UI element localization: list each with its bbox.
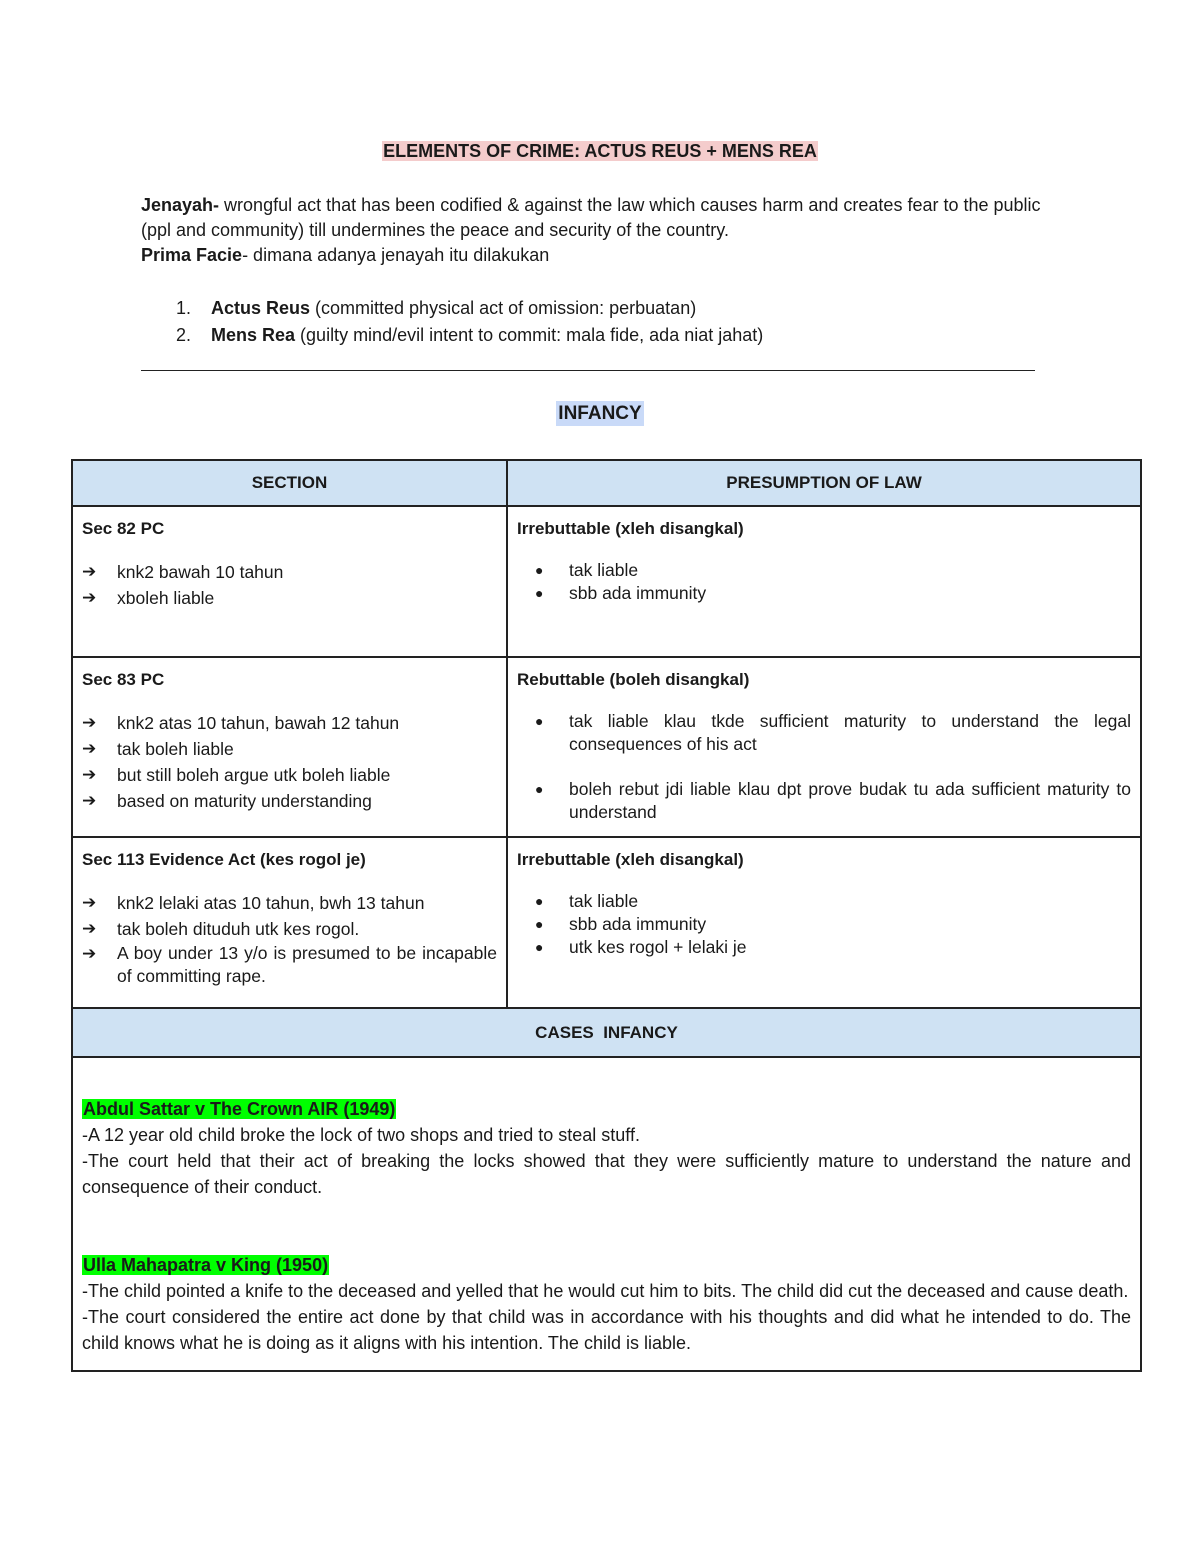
table-row (72, 657, 1141, 837)
section-title: Sec 113 Evidence Act (kes rogol je) (82, 850, 366, 869)
arrow-icon: ➔ (82, 919, 97, 938)
bullet-icon: ● (535, 781, 544, 797)
point-text: knk2 bawah 10 tahun (117, 562, 284, 582)
case-line: -The court considered the entire act done by that child was in accordance with his thoughts and did what he intended to do. The child knows what he is doing as it aligns with his intention. The child is liable. (82, 1307, 1131, 1353)
presumption-title: Irrebuttable (xleh disangkal) (517, 519, 744, 538)
note-text: sbb ada immunity (569, 583, 707, 603)
note-text: boleh rebut jdi liable klau dpt prove budak tu ada sufficient maturity to understand (569, 779, 1131, 822)
jenayah-definition (141, 193, 1061, 243)
bullet-icon: ● (535, 916, 544, 932)
arrow-list (82, 559, 497, 611)
case-name: Ulla Mahapatra v King (1950) (83, 1255, 329, 1275)
case-entry (82, 1252, 1131, 1356)
presumption-title: Irrebuttable (xleh disangkal) (517, 850, 744, 869)
point-text: A boy under 13 y/o is presumed to be incapable of committing rape. (117, 943, 497, 986)
document-title (0, 141, 1200, 162)
list-number: 1. (176, 298, 192, 318)
bullet-icon: ● (535, 939, 544, 955)
cases-cell (72, 1057, 1141, 1371)
section-title: Sec 83 PC (82, 670, 165, 689)
horizontal-divider (141, 370, 1035, 371)
arrow-icon: ➔ (82, 562, 97, 581)
column-header-section: SECTION (72, 460, 507, 506)
list-item (517, 778, 1131, 824)
table-row (72, 506, 1141, 657)
bullet-icon: ● (535, 585, 544, 601)
section-cell (72, 506, 507, 657)
note-text: sbb ada immunity (569, 914, 707, 934)
arrow-list (82, 710, 497, 814)
list-item (517, 582, 1131, 605)
list-item (82, 942, 497, 988)
note-text: tak liable (569, 560, 639, 580)
prima-facie-term: Prima Facie (141, 245, 243, 265)
case-line: -The child pointed a knife to the deceased and yelled that he would cut him to bits. The child did cut the deceased and cause death. (82, 1281, 1129, 1301)
jenayah-text: wrongful act that has been codified & against the law which causes harm and creates fear to the public (ppl and community) till undermines the peace and security of the country. (141, 195, 1041, 240)
arrow-list (82, 890, 497, 988)
list-item (517, 913, 1131, 936)
section-heading (0, 403, 1200, 425)
column-header-presumption: PRESUMPTION OF LAW (507, 460, 1141, 506)
section-cell (72, 837, 507, 1008)
cases-header-row (72, 1008, 1141, 1057)
list-item (82, 585, 497, 611)
presumption-cell (507, 506, 1141, 657)
bullet-icon: ● (535, 562, 544, 578)
presumption-cell (507, 657, 1141, 837)
arrow-icon: ➔ (82, 765, 97, 784)
arrow-icon: ➔ (82, 713, 97, 732)
point-text: but still boleh argue utk boleh liable (117, 765, 391, 785)
point-text: tak boleh dituduh utk kes rogol. (117, 919, 360, 939)
note-text: tak liable klau tkde sufficient maturity to understand the legal consequences of his act (569, 711, 1131, 754)
list-item (82, 788, 497, 814)
list-item (82, 890, 497, 916)
list-item (517, 936, 1131, 959)
arrow-icon: ➔ (82, 739, 97, 758)
arrow-icon: ➔ (82, 944, 97, 963)
arrow-icon: ➔ (82, 893, 97, 912)
point-text: based on maturity understanding (117, 791, 372, 811)
element-term: Actus Reus (211, 298, 311, 318)
table-row (72, 837, 1141, 1008)
element-term: Mens Rea (211, 325, 296, 345)
elements-list (141, 295, 1041, 349)
infancy-table (71, 459, 1142, 1372)
list-item (141, 295, 1041, 322)
case-name: Abdul Sattar v The Crown AIR (1949) (83, 1099, 396, 1119)
point-text: knk2 atas 10 tahun, bawah 12 tahun (117, 713, 400, 733)
list-number: 2. (176, 325, 192, 345)
list-item (82, 916, 497, 942)
section-title: Sec 82 PC (82, 519, 165, 538)
prima-facie-definition (141, 243, 1061, 268)
case-line: -A 12 year old child broke the lock of two shops and tried to steal stuff. (82, 1125, 640, 1145)
list-item (517, 559, 1131, 582)
element-description: (guilty mind/evil intent to commit: mala fide, ada niat jahat) (295, 325, 764, 345)
case-spacer (82, 1200, 1131, 1252)
cases-row (72, 1057, 1141, 1371)
note-text: tak liable (569, 891, 639, 911)
list-item (517, 710, 1131, 756)
list-item (82, 559, 497, 585)
prima-facie-text: - dimana adanya jenayah itu dilakukan (242, 245, 550, 265)
bullet-list (517, 890, 1131, 959)
point-text: knk2 lelaki atas 10 tahun, bwh 13 tahun (117, 893, 425, 913)
list-item (82, 762, 497, 788)
arrow-icon: ➔ (82, 791, 97, 810)
bullet-icon: ● (535, 893, 544, 909)
arrow-icon: ➔ (82, 588, 97, 607)
jenayah-term: Jenayah- (141, 195, 220, 215)
table-header-row (72, 460, 1141, 506)
presumption-cell (507, 837, 1141, 1008)
note-text: utk kes rogol + lelaki je (569, 937, 747, 957)
list-item (517, 890, 1131, 913)
bullet-list (517, 710, 1131, 824)
cases-header: CASES INFANCY (72, 1008, 1141, 1057)
presumption-title: Rebuttable (boleh disangkal) (517, 670, 750, 689)
list-item (82, 710, 497, 736)
list-item (141, 322, 1041, 349)
intro-definitions (141, 193, 1061, 268)
point-text: xboleh liable (117, 588, 215, 608)
case-line: -The court held that their act of breaking the locks showed that they were sufficiently mature to understand the nature and consequence of their conduct. (82, 1151, 1131, 1197)
section-cell (72, 657, 507, 837)
point-text: tak boleh liable (117, 739, 234, 759)
document-title-text: ELEMENTS OF CRIME: ACTUS REUS + MENS REA (383, 141, 817, 161)
bullet-icon: ● (535, 713, 544, 729)
list-item (82, 736, 497, 762)
bullet-list (517, 559, 1131, 605)
element-description: (committed physical act of omission: perbuatan) (310, 298, 697, 318)
section-heading-text: INFANCY (558, 403, 642, 424)
case-entry (82, 1096, 1131, 1200)
